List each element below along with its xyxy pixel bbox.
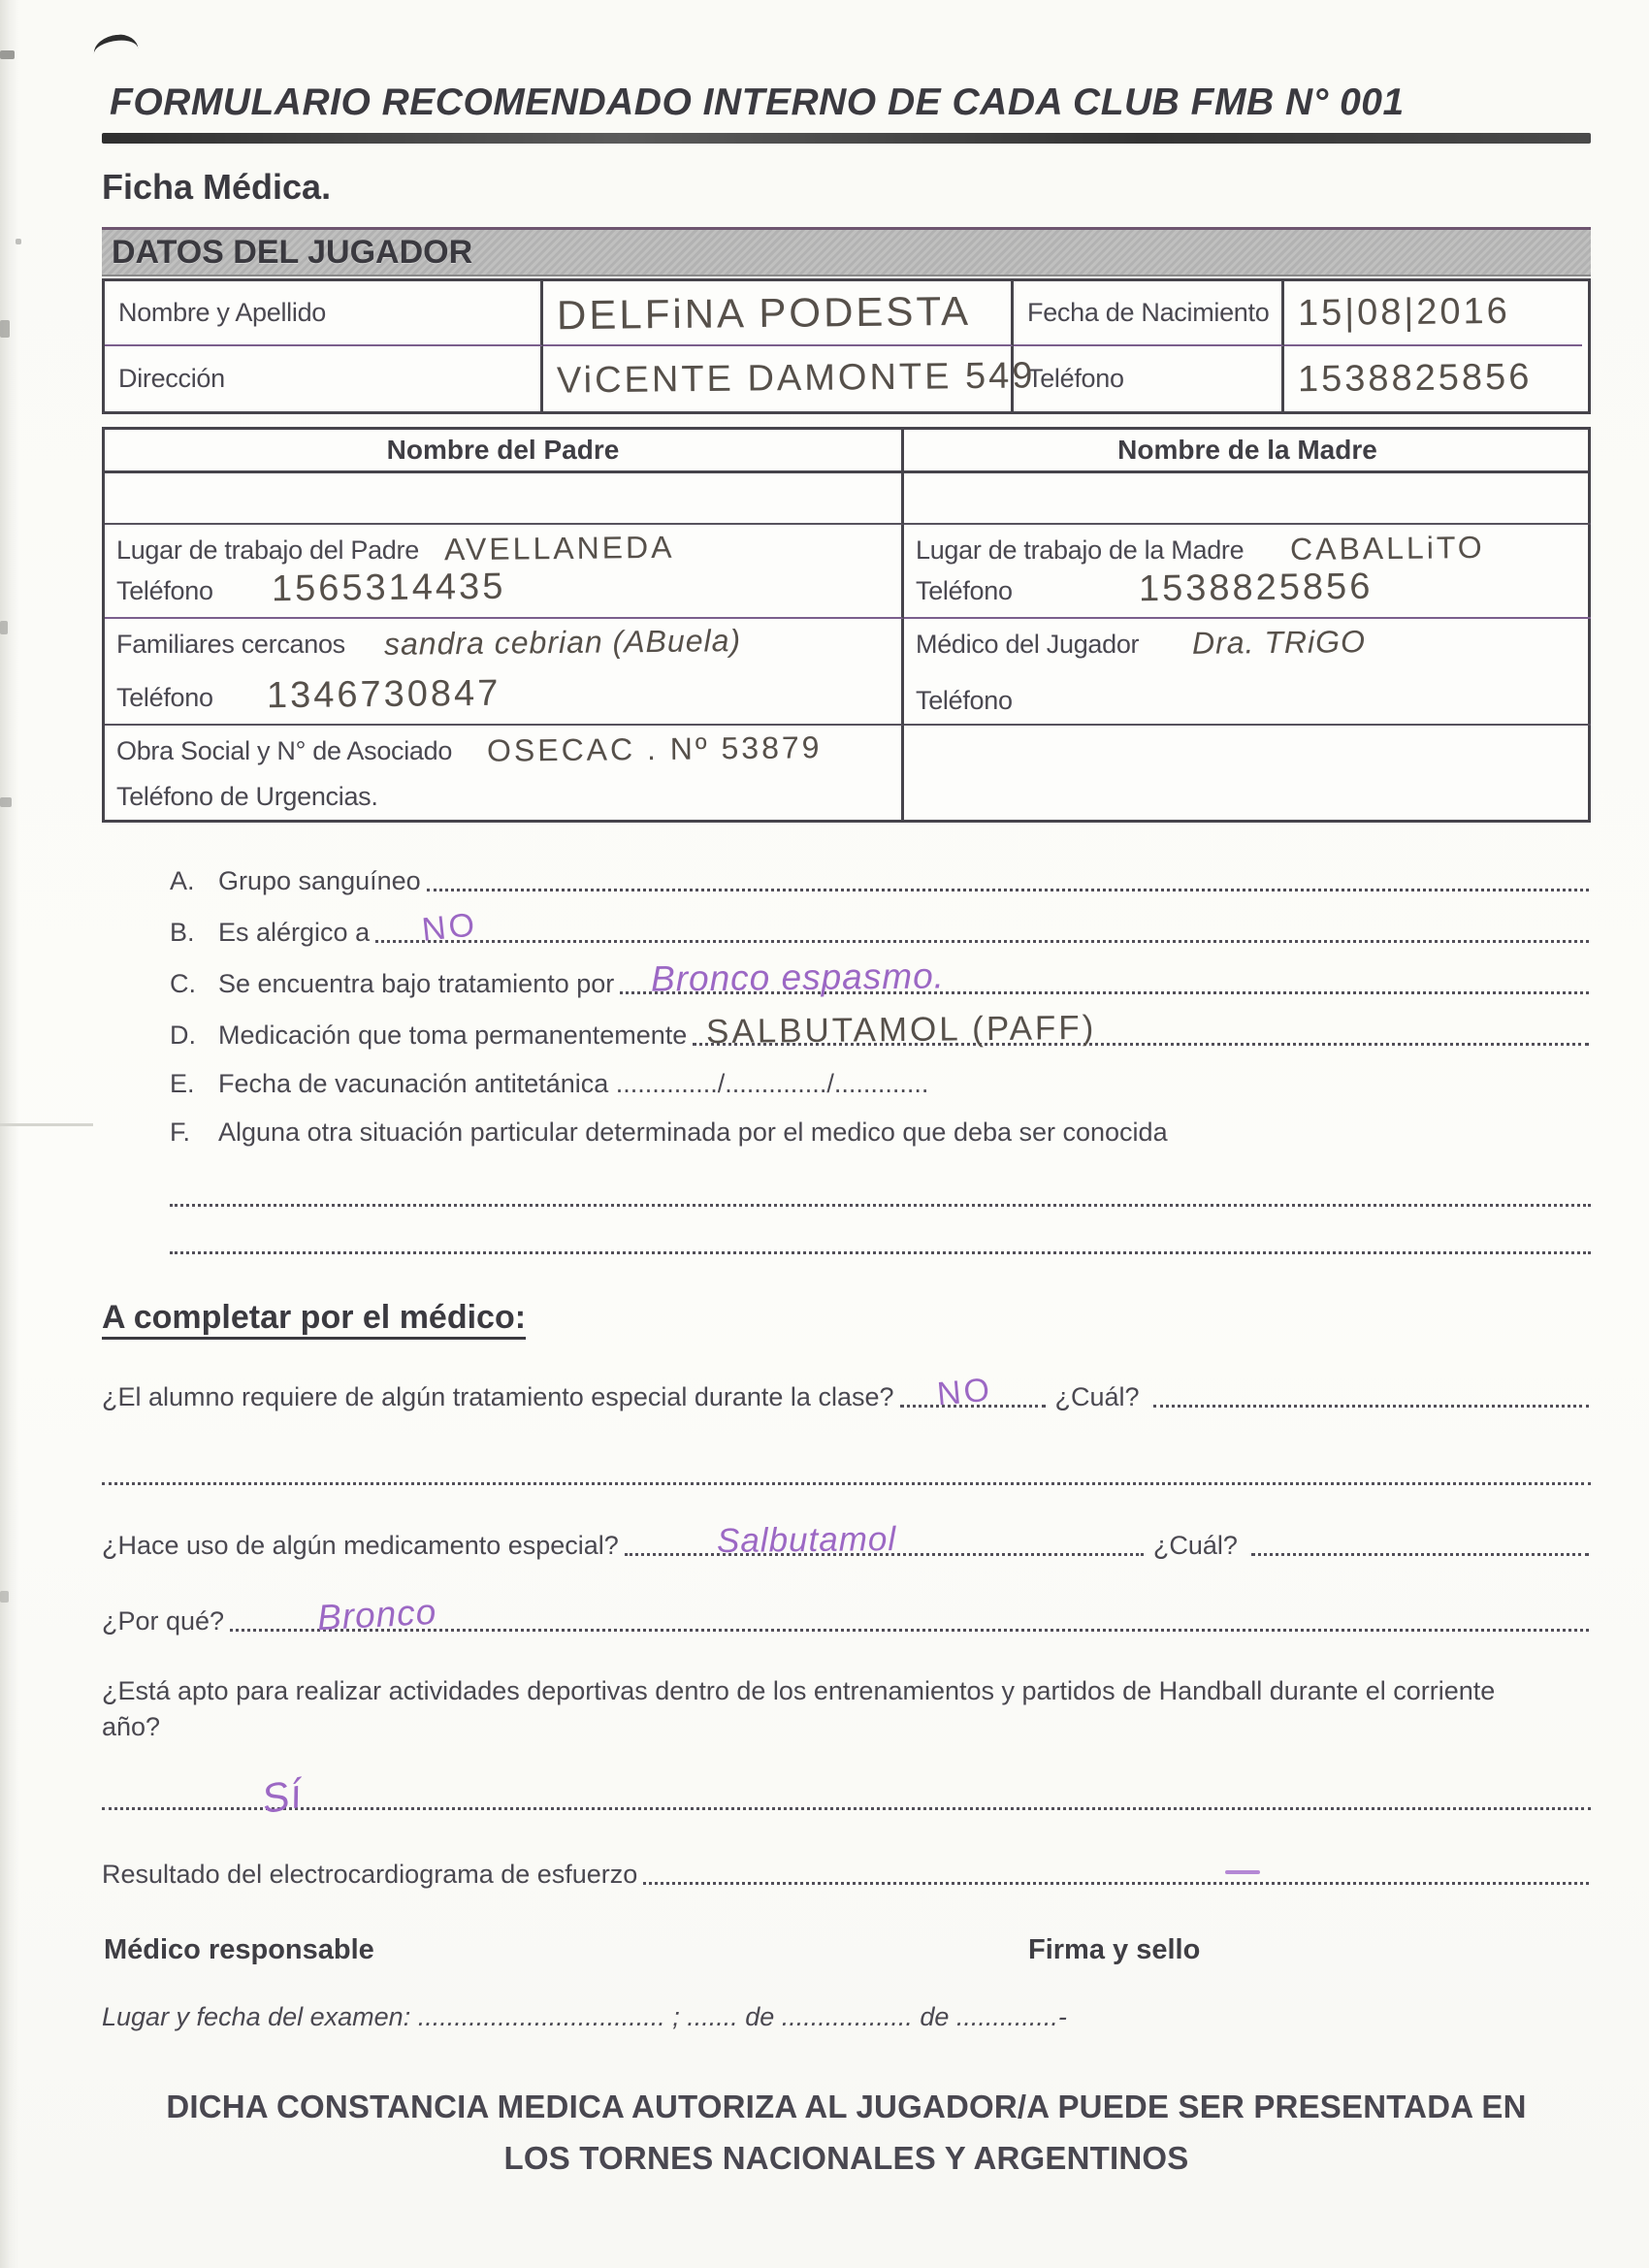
item-letter: E. <box>170 1069 195 1098</box>
name-handwritten-value: DELFiNA PODESTA <box>556 287 972 338</box>
purple-pen-mark <box>1225 1870 1260 1874</box>
parents-data-table <box>102 427 1591 823</box>
relatives-phone-label: Teléfono <box>116 683 213 712</box>
birth-label-cell <box>1014 281 1284 346</box>
name-value-cell <box>543 281 1014 346</box>
phone-label: Teléfono <box>1027 364 1124 393</box>
father-work-label: Lugar de trabajo del Padre <box>116 535 419 565</box>
dotted-line <box>170 1175 1591 1207</box>
dotted-line <box>643 1857 1589 1885</box>
form-subtitle: Ficha Médica. <box>102 167 332 207</box>
question-2-handwritten-answer: Salbutamol <box>716 1520 897 1560</box>
father-work-handwritten: AVELLANEDA <box>443 529 675 567</box>
item-text: Se encuentra bajo tratamiento por <box>218 969 615 998</box>
birth-value-cell <box>1284 281 1582 346</box>
responsible-doctor-label: Médico responsable <box>104 1934 374 1965</box>
player-data-table <box>102 278 1591 414</box>
name-label: Nombre y Apellido <box>118 298 327 327</box>
dotted-line <box>1153 1379 1589 1408</box>
address-value-cell <box>543 346 1036 411</box>
question-2-text: ¿Hace uso de algún medicamento especial? <box>102 1531 619 1560</box>
emergency-phone-label: Teléfono de Urgencias. <box>116 782 378 811</box>
question-3-handwritten-answer: Bronco <box>316 1591 438 1638</box>
medical-item-b <box>170 906 1591 949</box>
dotted-line <box>1251 1528 1589 1556</box>
medical-items-list <box>102 863 1591 1254</box>
scan-artifact <box>0 621 8 634</box>
doctor-cell <box>904 619 1591 726</box>
question-1-row <box>102 1371 1591 1413</box>
medical-item-e <box>170 1069 1591 1099</box>
father-name-cell <box>105 473 904 525</box>
dotted-line <box>693 1008 1589 1052</box>
father-phone-label: Teléfono <box>116 576 213 605</box>
doctor-section-heading: A completar por el médico: <box>102 1299 527 1336</box>
question-4-handwritten-answer: Sí <box>258 1769 307 1823</box>
item-text: Fecha de vacunación antitetánica ............../............../............. <box>218 1069 929 1098</box>
mother-header-cell <box>904 430 1591 473</box>
birth-handwritten-value: 15|08|2016 <box>1297 290 1511 335</box>
phone-label-cell <box>1014 346 1284 411</box>
phone-handwritten-value: 1538825856 <box>1297 356 1533 401</box>
scan-artifact <box>16 239 21 244</box>
item-letter: C. <box>170 969 196 998</box>
item-text: Es alérgico a <box>218 918 371 947</box>
question-5-row <box>102 1857 1591 1890</box>
question-4-text: ¿Está apto para realizar actividades deportivas dentro de los entrenamientos y partidos de Handball durante el corriente año? <box>102 1676 1496 1741</box>
item-letter: D. <box>170 1021 196 1050</box>
dotted-line <box>625 1520 1144 1560</box>
scan-artifact <box>0 1591 9 1603</box>
item-letter: F. <box>170 1118 191 1147</box>
insurance-label: Obra Social y N° de Asociado <box>116 736 453 765</box>
address-label: Dirección <box>118 364 225 393</box>
item-text: Medicación que toma permanentemente <box>218 1021 688 1050</box>
insurance-cell <box>105 726 904 820</box>
medical-item-d <box>170 1008 1591 1052</box>
which-label: ¿Cuál? <box>1054 1382 1140 1411</box>
item-text: Grupo sanguíneo <box>218 866 421 895</box>
scan-artifact <box>0 797 12 807</box>
exam-place-date-line: Lugar y fecha del examen: .................................. ; ....... de .................. de ..............- <box>102 2002 1067 2031</box>
question-1-text: ¿El alumno requiere de algún tratamiento especial durante la clase? <box>102 1382 894 1411</box>
father-work-cell <box>105 525 904 619</box>
relatives-label: Familiares cercanos <box>116 630 345 659</box>
medication-handwritten-answer: SALBUTAMOL (PAFF) <box>706 1008 1097 1052</box>
empty-cell <box>904 726 1591 820</box>
section-header-datos-del-jugador: DATOS DEL JUGADOR <box>102 227 1591 276</box>
doctor-label: Médico del Jugador <box>916 630 1140 659</box>
address-handwritten-value: ViCENTE DAMONTE 549 <box>556 355 1036 402</box>
allergy-handwritten-answer: NO <box>420 906 479 949</box>
dotted-line <box>102 1453 1591 1485</box>
question-5-text: Resultado del electrocardiograma de esfuerzo <box>102 1860 638 1889</box>
footer-notice <box>102 2081 1591 2184</box>
mother-phone-handwritten: 1538825856 <box>1138 566 1374 610</box>
title-underline-bar <box>102 133 1591 144</box>
question-1-handwritten-answer: NO <box>934 1371 994 1413</box>
item-letter: B. <box>170 918 195 947</box>
dotted-line <box>900 1371 1046 1413</box>
signature-stamp-label: Firma y sello <box>1028 1934 1201 1965</box>
mother-work-handwritten: CABALLiTO <box>1290 529 1486 567</box>
mother-header: Nombre de la Madre <box>1117 435 1377 465</box>
question-3-text: ¿Por qué? <box>102 1606 225 1636</box>
question-3-row <box>102 1591 1591 1638</box>
dotted-line <box>620 956 1589 999</box>
which-label: ¿Cuál? <box>1152 1531 1238 1560</box>
signature-row <box>102 1934 1591 1971</box>
scan-artifact <box>0 50 15 59</box>
item-letter: A. <box>170 866 195 895</box>
scan-artifact <box>0 320 10 338</box>
birth-label: Fecha de Nacimiento <box>1027 298 1270 327</box>
insurance-handwritten: OSECAC . Nº 53879 <box>486 729 823 768</box>
relatives-cell <box>105 619 904 726</box>
footer-line-2: LOS TORNES NACIONALES Y ARGENTINOS <box>503 2140 1189 2176</box>
treatment-handwritten-answer: Bronco espasmo. <box>651 956 946 999</box>
medical-item-f <box>170 1118 1591 1148</box>
medical-item-c <box>170 956 1591 999</box>
dotted-line <box>427 863 1589 891</box>
item-text: Alguna otra situación particular determinada por el medico que deba ser conocida <box>218 1118 1168 1147</box>
address-label-cell <box>105 346 543 411</box>
footer-line-1: DICHA CONSTANCIA MEDICA AUTORIZA AL JUGADOR/A PUEDE SER PRESENTADA EN <box>166 2089 1527 2124</box>
phone-value-cell <box>1284 346 1582 411</box>
doctor-handwritten: Dra. TRiGO <box>1192 624 1367 661</box>
mother-work-cell <box>904 525 1591 619</box>
scan-artifact <box>0 1123 93 1126</box>
dotted-line <box>230 1591 1589 1638</box>
name-label-cell <box>105 281 543 346</box>
mother-work-label: Lugar de trabajo de la Madre <box>916 535 1245 565</box>
doctor-phone-label: Teléfono <box>916 686 1013 715</box>
form-title: FORMULARIO RECOMENDADO INTERNO DE CADA CLUB FMB N° 001 <box>110 81 1405 123</box>
question-2-row <box>102 1520 1591 1561</box>
father-phone-handwritten: 1565314435 <box>271 566 506 610</box>
dotted-line <box>375 906 1589 949</box>
relatives-handwritten: sandra cebrian (ABuela) <box>383 623 742 662</box>
mother-phone-label: Teléfono <box>916 576 1013 605</box>
dotted-line <box>102 1769 1591 1823</box>
mother-name-cell <box>904 473 1591 525</box>
medical-item-a <box>170 863 1591 896</box>
dotted-line <box>170 1222 1591 1254</box>
father-header: Nombre del Padre <box>386 435 620 465</box>
relatives-phone-handwritten: 1346730847 <box>266 672 501 717</box>
father-header-cell <box>105 430 904 473</box>
